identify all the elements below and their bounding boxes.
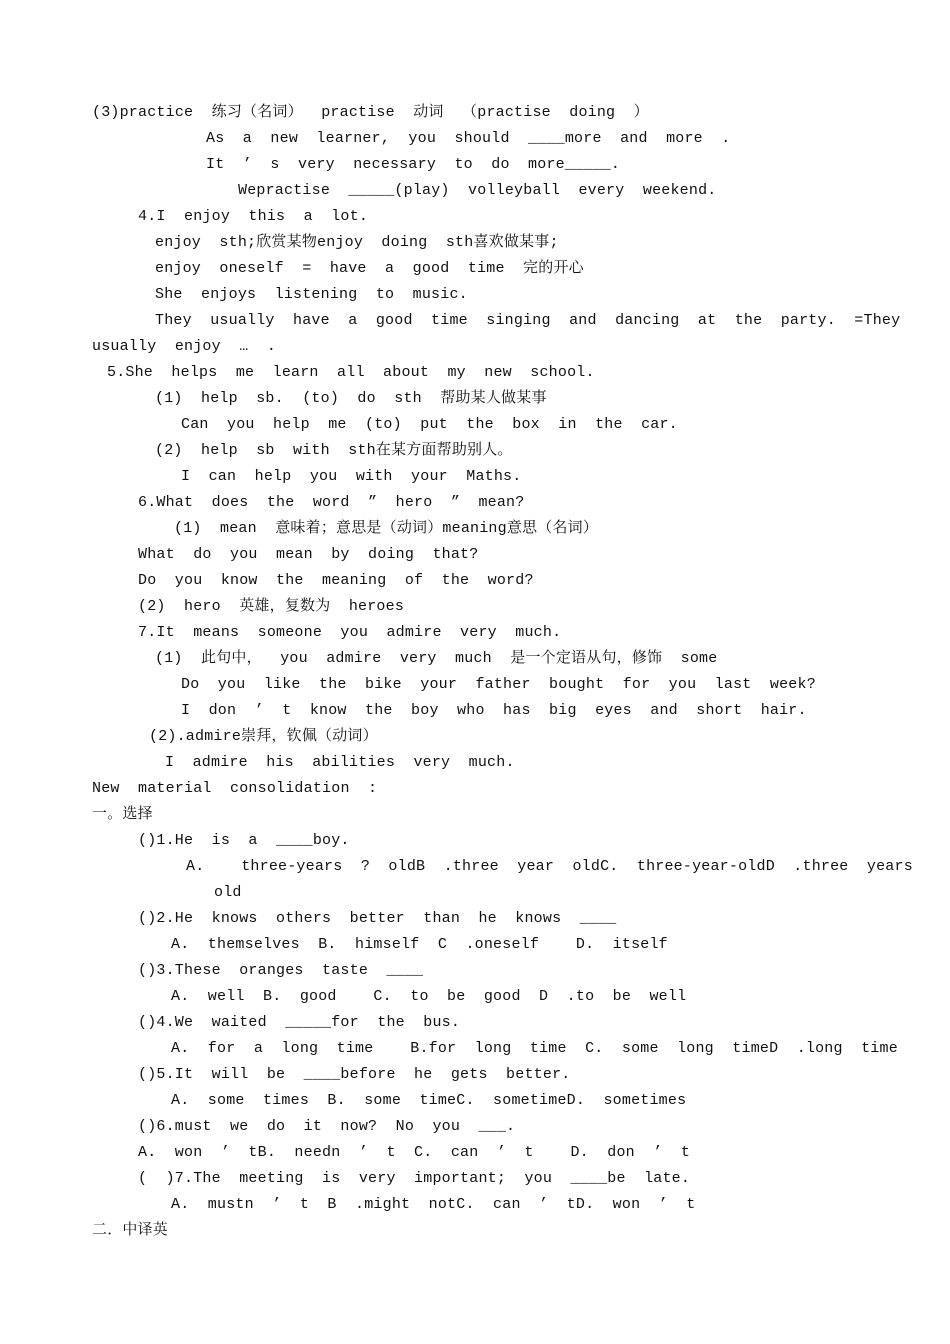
text-line: (1) 此句中， you admire very much 是一个定语从句，修饰 some bbox=[155, 650, 718, 667]
text-line: 4.I enjoy this a lot. bbox=[138, 208, 369, 225]
question-6: ()6.must we do it now? No you ___. bbox=[138, 1118, 516, 1135]
text-line: (1) mean 意味着；意思是（动词）meaning意思（名词） bbox=[174, 520, 599, 537]
text-line: (2).admire崇拜，钦佩（动词） bbox=[149, 728, 378, 745]
text-line: I can help you with your Maths. bbox=[181, 468, 522, 485]
question-5-options: A. some times B. some timeC. sometimeD. sometimes bbox=[171, 1092, 687, 1109]
text-line: (1) help sb. (to) do sth 帮助某人做某事 bbox=[155, 390, 547, 407]
text-line: They usually have a good time singing and dancing at the party. =They bbox=[155, 312, 901, 329]
text-line: What do you mean by doing that? bbox=[138, 546, 479, 563]
text-line: (2) hero 英雄，复数为 heroes bbox=[138, 598, 405, 615]
text-line: 6.What does the word ” hero ” mean? bbox=[138, 494, 525, 511]
text-line: I admire his abilities very much. bbox=[165, 754, 515, 771]
text-line: Do you know the meaning of the word? bbox=[138, 572, 534, 589]
text-line: Wepractise _____(play) volleyball every weekend. bbox=[238, 182, 717, 199]
text-line: 7.It means someone you admire very much. bbox=[138, 624, 562, 641]
text-line: (2) help sb with sth在某方面帮助别人。 bbox=[155, 442, 513, 459]
text-line: enjoy sth;欣赏某物enjoy doing sth喜欢做某事; bbox=[155, 234, 559, 251]
question-4: ()4.We waited _____for the bus. bbox=[138, 1014, 461, 1031]
text-line: It ’ s very necessary to do more_____. bbox=[206, 156, 621, 173]
text-line: She enjoys listening to music. bbox=[155, 286, 468, 303]
question-4-options: A. for a long time B.for long time C. some long timeD .long time bbox=[171, 1040, 898, 1057]
section-heading: 二．中译英 bbox=[92, 1222, 169, 1239]
text-line: enjoy oneself = have a good time 完的开心 bbox=[155, 260, 584, 277]
text-line: I don ’ t know the boy who has big eyes and short hair. bbox=[181, 702, 807, 719]
question-7: ( )7.The meeting is very important; you ____be late. bbox=[138, 1170, 691, 1187]
question-6-options: A. won ’ tB. needn ’ t C. can ’ t D. don ’ t bbox=[138, 1144, 691, 1161]
text-line: As a new learner, you should ____more and more . bbox=[206, 130, 731, 147]
question-2-options: A. themselves B. himself C .oneself D. itself bbox=[171, 936, 668, 953]
section-heading: 一。选择 bbox=[92, 806, 153, 823]
question-5: ()5.It will be ____before he gets better. bbox=[138, 1066, 571, 1083]
question-1-options-cont: old bbox=[214, 884, 242, 901]
question-2: ()2.He knows others better than he knows ____ bbox=[138, 910, 617, 927]
text-line: 5.She helps me learn all about my new school. bbox=[107, 364, 595, 381]
section-heading: New material consolidation : bbox=[92, 780, 378, 797]
text-line: (3)practice 练习（名词） practise 动词 （practise doing ） bbox=[92, 104, 649, 121]
question-3: ()3.These oranges taste ____ bbox=[138, 962, 424, 979]
question-3-options: A. well B. good C. to be good D .to be well bbox=[171, 988, 687, 1005]
text-line: Can you help me (to) put the box in the car. bbox=[181, 416, 678, 433]
question-1-options: A. three-years ? oldB .three year oldC. three-year-oldD .three years bbox=[186, 858, 913, 875]
question-1: ()1.He is a ____boy. bbox=[138, 832, 350, 849]
text-line: usually enjoy … . bbox=[92, 338, 277, 355]
text-line: Do you like the bike your father bought for you last week? bbox=[181, 676, 816, 693]
question-7-options: A. mustn ’ t B .might notC. can ’ tD. won ’ t bbox=[171, 1196, 696, 1213]
